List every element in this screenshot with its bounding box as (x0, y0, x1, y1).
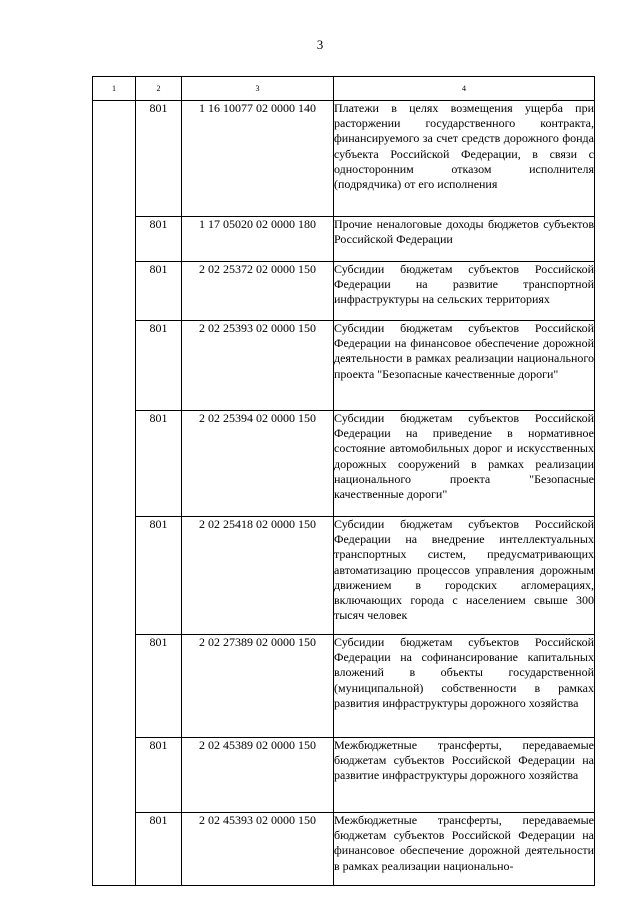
admin-code-cell: 801 (136, 635, 182, 738)
table-row (93, 517, 595, 635)
admin-code-cell: 801 (136, 517, 182, 635)
description-cell: Межбюджетные трансферты, передаваемые бюджетам субъектов Российской Федерации на развитие инфраструктуры дорожного хозяйства (334, 738, 595, 813)
budget-code-cell: 2 02 25394 02 0000 150 (182, 411, 334, 517)
budget-code-cell: 2 02 25418 02 0000 150 (182, 517, 334, 635)
header-cell-1: 1 (93, 77, 136, 101)
table-row (93, 738, 595, 813)
table-row (93, 411, 595, 517)
page-number: 3 (316, 37, 324, 52)
description-cell: Субсидии бюджетам субъектов Российской Федерации на софинансирование капитальных вложений в объекты государственной (муниципальной) собственности в рамках развития инфраструктуры дорожного хозяйства (334, 635, 595, 738)
description-cell: Прочие неналоговые доходы бюджетов субъектов Российской Федерации (334, 217, 595, 262)
description-cell: Субсидии бюджетам субъектов Российской Федерации на приведение в нормативное состояние автомобильных дорог и искусственных дорожных сооружений в рамках реализации национального проекта "Безопасные качественные дороги" (334, 411, 595, 517)
admin-code-cell: 801 (136, 321, 182, 411)
table-row (93, 321, 595, 411)
header-cell-2: 2 (136, 77, 182, 101)
table-row (93, 262, 595, 321)
table-row (93, 217, 595, 262)
admin-code-cell: 801 (136, 813, 182, 886)
budget-code-cell: 2 02 25372 02 0000 150 (182, 262, 334, 321)
table-row (93, 635, 595, 738)
budget-code-cell: 2 02 25393 02 0000 150 (182, 321, 334, 411)
description-cell: Субсидии бюджетам субъектов Российской Федерации на финансовое обеспечение дорожной деятельности в рамках реализации национального проекта "Безопасные качественные дороги" (334, 321, 595, 411)
admin-code-cell: 801 (136, 262, 182, 321)
table-header-row (93, 77, 595, 101)
empty-first-column (93, 101, 136, 886)
description-cell: Межбюджетные трансферты, передаваемые бюджетам субъектов Российской Федерации на финансовое обеспечение дорожной деятельности в рамках реализации национально- (334, 813, 595, 886)
description-cell: Субсидии бюджетам субъектов Российской Федерации на развитие транспортной инфраструктуры на сельских территориях (334, 262, 595, 321)
table-row (93, 101, 595, 217)
budget-code-cell: 2 02 45393 02 0000 150 (182, 813, 334, 886)
table-row (93, 813, 595, 886)
header-cell-4: 4 (334, 77, 595, 101)
budget-code-cell: 1 16 10077 02 0000 140 (182, 101, 334, 217)
admin-code-cell: 801 (136, 411, 182, 517)
admin-code-cell: 801 (136, 101, 182, 217)
budget-code-cell: 2 02 45389 02 0000 150 (182, 738, 334, 813)
admin-code-cell: 801 (136, 738, 182, 813)
admin-code-cell: 801 (136, 217, 182, 262)
header-cell-3: 3 (182, 77, 334, 101)
description-cell: Платежи в целях возмещения ущерба при расторжении государственного контракта, финансируемого за счет средств дорожного фонда субъекта Российской Федерации, в связи с односторонним отказом исполнителя (подрядчика) от его исполнения (334, 101, 595, 217)
budget-code-cell: 2 02 27389 02 0000 150 (182, 635, 334, 738)
budget-code-cell: 1 17 05020 02 0000 180 (182, 217, 334, 262)
description-cell: Субсидии бюджетам субъектов Российской Федерации на внедрение интеллектуальных транспортных систем, предусматривающих автоматизацию процессов управления дорожным движением в городских агломерациях, включающих города с населением свыше 300 тысяч человек (334, 517, 595, 635)
budget-codes-table (92, 76, 595, 886)
